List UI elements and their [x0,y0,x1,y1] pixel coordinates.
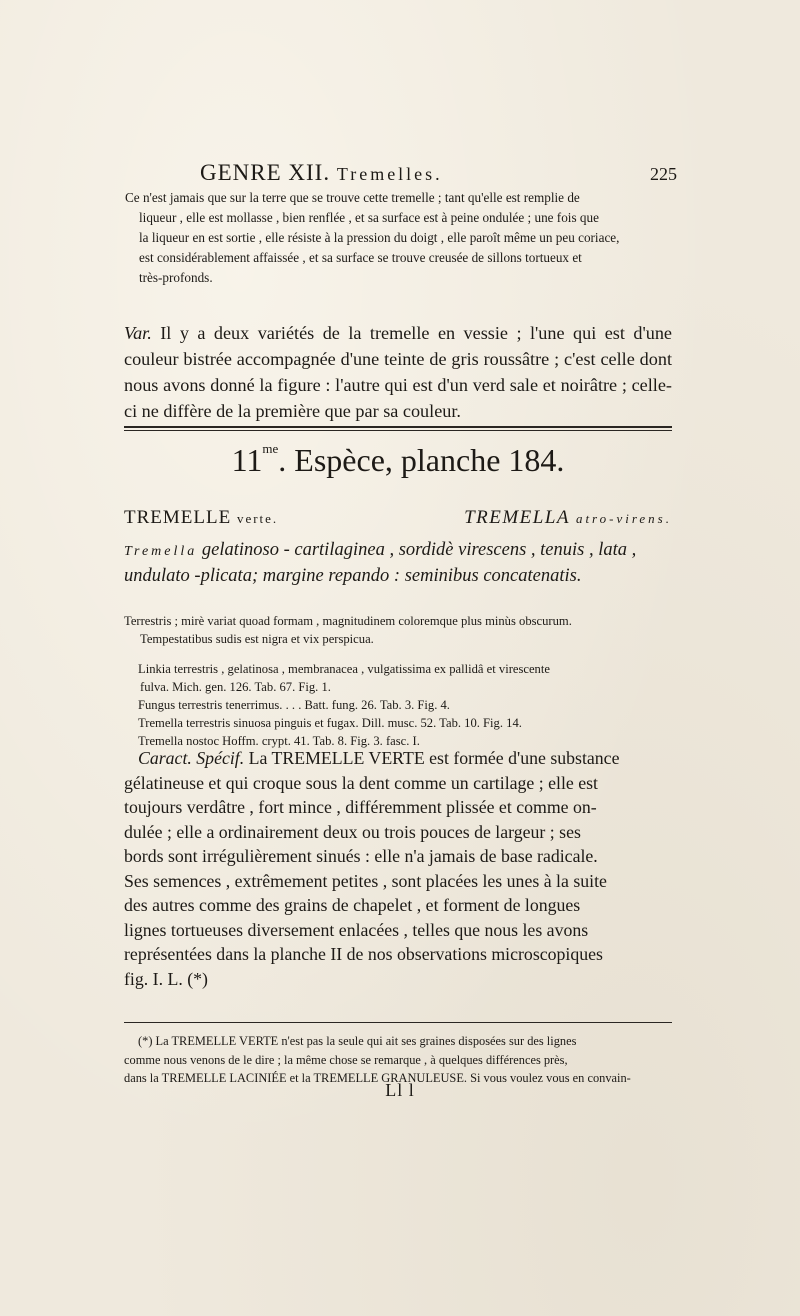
synonym-line: Tremella terrestris sinuosa pinguis et fugax. Dill. musc. 52. Tab. 10. Fig. 14. [138,716,522,730]
footnote-line: dans la TREMELLE LACINIÉE et la TREMELLE GRANULEUSE. Si vous voulez vous en convain- [124,1071,631,1085]
text-line: Terrestris ; mirè variat quoad formam , magnitudinem coloremque plus minùs obscurum. [124,614,572,628]
divider-rule [124,426,672,428]
divider-rule [124,430,672,431]
text-line: représentées dans la planche II de nos observations microscopiques [124,944,603,964]
text-line: toujours verdâtre , fort mince , différemment plissée et comme on- [124,797,597,817]
text-line: dulée ; elle a ordinairement deux ou trois pouces de largeur ; ses [124,821,581,842]
synonym-line: fulva. Mich. gen. 126. Tab. 67. Fig. 1. [140,680,331,694]
footnote-line: (*) La TREMELLE VERTE n'est pas la seule qui ait ses graines disposées sur des lignes [138,1034,577,1048]
footnote-line: comme nous venons de le dire ; la même chose se remarque , à quelques différences près, [124,1052,568,1067]
text-line: lignes tortueuses diversement enlacées , telles que nous les avons [124,919,589,940]
header-title: GENRE XII. Tremelles. [200,160,443,185]
page-number: 225 [650,164,677,184]
latin-diagnosis: Tremella gelatinoso - cartilaginea , sordidè virescens , tenuis , lata , undulato -plicata; margine repando : seminibus concatenatis. [124,540,637,586]
species-heading: $11^{me}$. Espèce, planche 184. [231,441,565,478]
signature-mark: Ll l [385,1080,415,1100]
text-line: Ses semences , extrêmement petites , sont placées les unes à la suite [124,870,607,891]
text-line: liqueur , elle est mollasse , bien renflée , et sa surface est à peine ondulée ; une fois que [139,210,599,225]
text-line: bords sont irrégulièrement sinués : elle n'a jamais de base radicale. [124,846,598,866]
paragraph-varieties [124,320,672,424]
text-line: Ce n'est jamais que sur la terre que se trouve cette tremelle ; tant qu'elle est remplie de [125,190,580,205]
synonym-line: Linkia terrestris , gelatinosa , membranacea , vulgatissima ex pallidâ et virescente [138,662,550,676]
species-names [124,507,672,533]
paragraph-description [125,188,669,288]
text-line: Caract. Spécif. La TREMELLE VERTE est formée d'une substance [138,748,620,768]
text-line: gélatineuse et qui croque sous la dent comme un cartilage ; elle est [124,772,598,793]
text-line: fig. I. L. (*) [124,968,208,989]
var-label: Var. [124,323,152,343]
varieties-text: Il y a deux variétés de la tremelle en vessie ; l'une qui est d'une couleur bistrée accompagnée d'une teinte de gris roussâtre ; c'est celle dont nous avons donné la figure : l'autre qui est d'un verd sale et noirâtre ; celle-ci ne diffère de la première que par sa couleur. [124,323,672,421]
text-line: est considérablement affaissée , et sa surface se trouve creusée de sillons tortueux et [139,250,582,265]
french-name: TREMELLE verte. [124,507,279,528]
synonyms-list [124,660,672,750]
synonym-line: Fungus terrestris tenerrimus. . . . Batt. fung. 26. Tab. 3. Fig. 4. [138,698,450,712]
paragraph-characters [124,746,672,991]
text-line: Tempestatibus sudis est nigra et vix perspicua. [140,632,374,646]
footnote-rule [124,1022,672,1023]
text-line: la liqueur en est sortie , elle résiste à la pression du doigt , elle paroît même un peu coriace, [139,230,620,245]
text-line: des autres comme des grains de chapelet , et forment de longues [124,895,581,915]
text-line: très-profonds. [139,270,213,285]
habitat-note [124,612,672,648]
latin-name: TREMELLA atro-virens. [464,507,672,528]
synonym-line: Tremella nostoc Hoffm. crypt. 41. Tab. 8. Fig. 3. fasc. I. [138,734,420,748]
running-header [125,160,677,186]
